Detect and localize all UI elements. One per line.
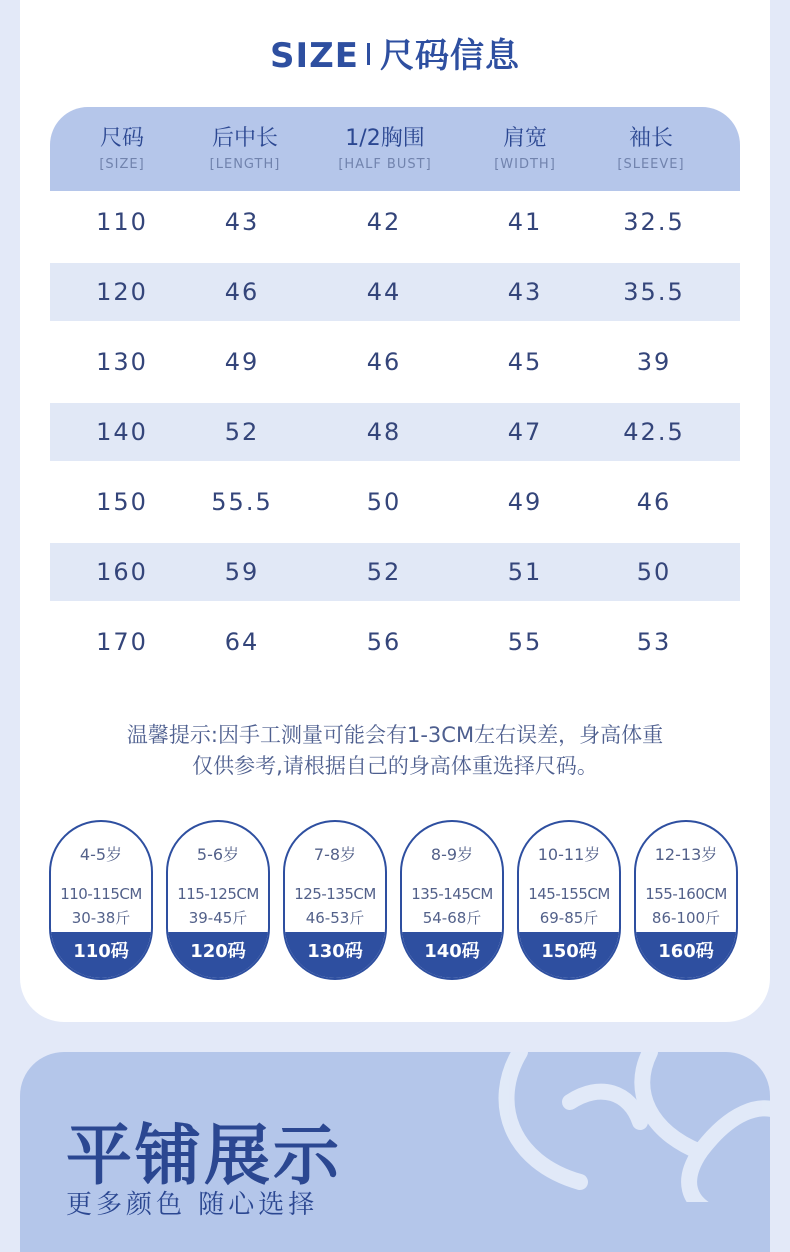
section-subtitle: 更多颜色 随心选择 (66, 1190, 319, 1220)
cell-size: 140 (96, 418, 148, 446)
pill-age: 8-9岁 (430, 845, 474, 864)
pill-size: 160码 (636, 932, 736, 978)
cell-size: 170 (96, 628, 148, 656)
pill-size: 120码 (168, 932, 268, 978)
pill-size: 140码 (402, 932, 502, 978)
pill-age: 7-8岁 (313, 845, 357, 864)
pill-weight: 39-45斤 (188, 909, 248, 927)
cell-half-bust: 56 (366, 628, 402, 656)
pill-weight: 46-53斤 (305, 909, 365, 927)
header-half-bust (315, 125, 455, 175)
cell-width: 47 (507, 418, 543, 446)
cell-length: 64 (224, 628, 260, 656)
cell-length: 43 (224, 208, 260, 236)
cell-width: 45 (507, 348, 543, 376)
header-length (175, 125, 315, 175)
cell-size: 130 (96, 348, 148, 376)
pill-weight: 30-38斤 (71, 909, 131, 927)
cell-half-bust: 52 (366, 558, 402, 586)
cell-sleeve: 42.5 (623, 418, 685, 446)
size-recommendation-pill (49, 820, 153, 980)
pill-height: 135-145CM (411, 885, 493, 903)
title-en: SIZE (269, 36, 360, 76)
size-recommendation-pill (400, 820, 504, 980)
table-row (50, 543, 740, 601)
cell-half-bust: 46 (366, 348, 402, 376)
cell-length: 46 (224, 278, 260, 306)
cell-length: 59 (224, 558, 260, 586)
cell-size: 110 (96, 208, 148, 236)
pill-size: 130码 (285, 932, 385, 978)
title-separator (367, 43, 370, 65)
size-recommendation-pill (166, 820, 270, 980)
cell-size: 150 (96, 488, 148, 516)
header-label: 肩宽 (502, 126, 547, 151)
header-label: 尺码 (99, 126, 144, 151)
pill-height: 145-155CM (528, 885, 610, 903)
header-sublabel: [SIZE] (99, 157, 145, 172)
page-title (0, 28, 790, 77)
cell-sleeve: 35.5 (623, 278, 685, 306)
cell-length: 55.5 (211, 488, 273, 516)
header-size (52, 125, 192, 175)
pill-size: 110码 (51, 932, 151, 978)
header-sublabel: [HALF BUST] (338, 157, 432, 172)
cell-width: 43 (507, 278, 543, 306)
cell-half-bust: 48 (366, 418, 402, 446)
cell-width: 41 (507, 208, 543, 236)
header-sublabel: [LENGTH] (209, 157, 281, 172)
cell-width: 51 (507, 558, 543, 586)
cell-length: 52 (224, 418, 260, 446)
pill-height: 110-115CM (60, 885, 142, 903)
cell-sleeve: 46 (636, 488, 672, 516)
section-title: 平铺展示 (66, 1117, 342, 1194)
cell-length: 49 (224, 348, 260, 376)
cell-sleeve: 53 (636, 628, 672, 656)
cell-size: 120 (96, 278, 148, 306)
pill-age: 10-11岁 (537, 845, 601, 864)
size-tip (0, 720, 790, 782)
pill-size: 150码 (519, 932, 619, 978)
cell-sleeve: 50 (636, 558, 672, 586)
header-sublabel: [SLEEVE] (617, 157, 685, 172)
pill-weight: 54-68斤 (422, 909, 482, 927)
cell-width: 55 (507, 628, 543, 656)
pill-height: 125-135CM (294, 885, 376, 903)
pill-weight: 69-85斤 (539, 909, 599, 927)
header-width (455, 125, 595, 175)
header-sleeve (581, 125, 721, 175)
size-recommendation-pill (283, 820, 387, 980)
flat-display-section (20, 1052, 770, 1252)
pill-age: 4-5岁 (79, 845, 123, 864)
cell-sleeve: 32.5 (623, 208, 685, 236)
header-sublabel: [WIDTH] (494, 157, 556, 172)
table-row (50, 473, 740, 531)
size-recommendation-pill (634, 820, 738, 980)
cell-width: 49 (507, 488, 543, 516)
pill-weight: 86-100斤 (651, 909, 721, 927)
pill-height: 115-125CM (177, 885, 259, 903)
table-row (50, 263, 740, 321)
cell-half-bust: 42 (366, 208, 402, 236)
table-row (50, 403, 740, 461)
cell-sleeve: 39 (636, 348, 672, 376)
cell-half-bust: 50 (366, 488, 402, 516)
table-row (50, 333, 740, 391)
header-label: 后中长 (211, 126, 278, 151)
cell-half-bust: 44 (366, 278, 402, 306)
cell-size: 160 (96, 558, 148, 586)
title-zh: 尺码信息 (380, 36, 521, 76)
header-label: 袖长 (628, 126, 673, 151)
pill-age: 12-13岁 (654, 845, 718, 864)
table-row (50, 193, 740, 251)
size-table-header (50, 107, 740, 191)
pill-age: 5-6岁 (196, 845, 240, 864)
header-label: 1/2胸围 (345, 126, 425, 151)
pill-height: 155-160CM (645, 885, 727, 903)
size-recommendation-pill (517, 820, 621, 980)
floral-decoration-icon (450, 1052, 770, 1202)
table-row (50, 613, 740, 671)
tip-line-2: 仅供参考,请根据自己的身高体重选择尺码。 (192, 754, 598, 778)
tip-line-1: 温馨提示:因手工测量可能会有1-3CM左右误差，身高体重 (126, 723, 664, 747)
